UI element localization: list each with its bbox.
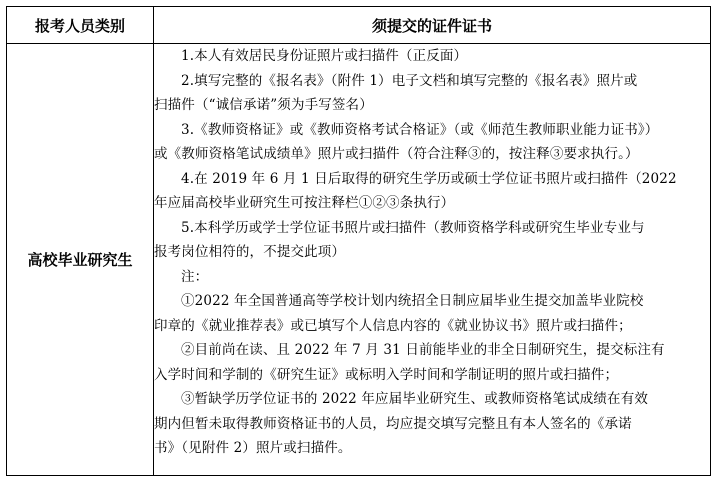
table-header-row: [7, 7, 711, 44]
note-1: ①2022 年全国普通高等学校计划内统招全日制应届毕业生提交加盖毕业院校: [181, 293, 644, 309]
requirement-line-5: 5.本科学历或学士学位证书照片或扫描件（教师资格学科或研究生毕业专业与: [181, 219, 645, 236]
requirement-line-4: 4.在 2019 年 6 月 1 日后取得的研究生学历或硕士学位证书照片或扫描件（2022: [181, 170, 677, 187]
header-documents: 须提交的证件证书: [154, 7, 711, 44]
requirement-line-2-cont: 扫描件（“诚信承诺”须为手写签名）: [154, 97, 373, 113]
note-2: ②目前尚在读、且 2022 年 7 月 31 日前能毕业的非全日制研究生，提交标注有: [181, 342, 665, 358]
requirement-line-5-cont: 报考岗位相符的，不提交此项）: [154, 244, 346, 260]
category-cell: 高校毕业研究生: [7, 44, 154, 476]
requirement-line-4-cont: 年应届高校毕业研究生可按注释栏①②③条执行）: [154, 195, 455, 211]
note-3-cont-2: 书》（见附件 2）照片或扫描件。: [154, 440, 352, 456]
requirement-line-3: 3.《教师资格证》或《教师资格考试合格证》（或《师范生教师职业能力证书》）: [181, 121, 659, 138]
requirement-line-1: 1.本人有效居民身份证照片或扫描件（正反面）: [181, 48, 468, 64]
requirement-line-3-cont: 或《教师资格笔试成绩单》照片或扫描件（符合注释③的，按注释③要求执行。）: [154, 146, 639, 162]
note-3: ③暂缺学历学位证书的 2022 年应届毕业研究生、或教师资格笔试成绩在有效: [181, 391, 648, 407]
note-2-cont: 入学时间和学制的《研究生证》或标明入学时间和学制证明的照片或扫描件；: [154, 366, 619, 383]
requirements-table: [6, 6, 711, 476]
note-heading: 注：: [181, 268, 209, 285]
documents-cell: [154, 44, 711, 476]
requirement-line-2: 2.填写完整的《报名表》（附件 1）电子文档和填写完整的《报名表》照片或: [181, 72, 638, 89]
table-row: [7, 44, 711, 476]
note-3-cont: 期内但暂未取得教师资格证书的人员，均应提交填写完整且有本人签名的《承诺: [154, 415, 632, 432]
header-category: 报考人员类别: [7, 7, 154, 44]
note-1-cont: 印章的《就业推荐表》或已填写个人信息内容的《就业协议书》照片或扫描件；: [154, 317, 632, 334]
